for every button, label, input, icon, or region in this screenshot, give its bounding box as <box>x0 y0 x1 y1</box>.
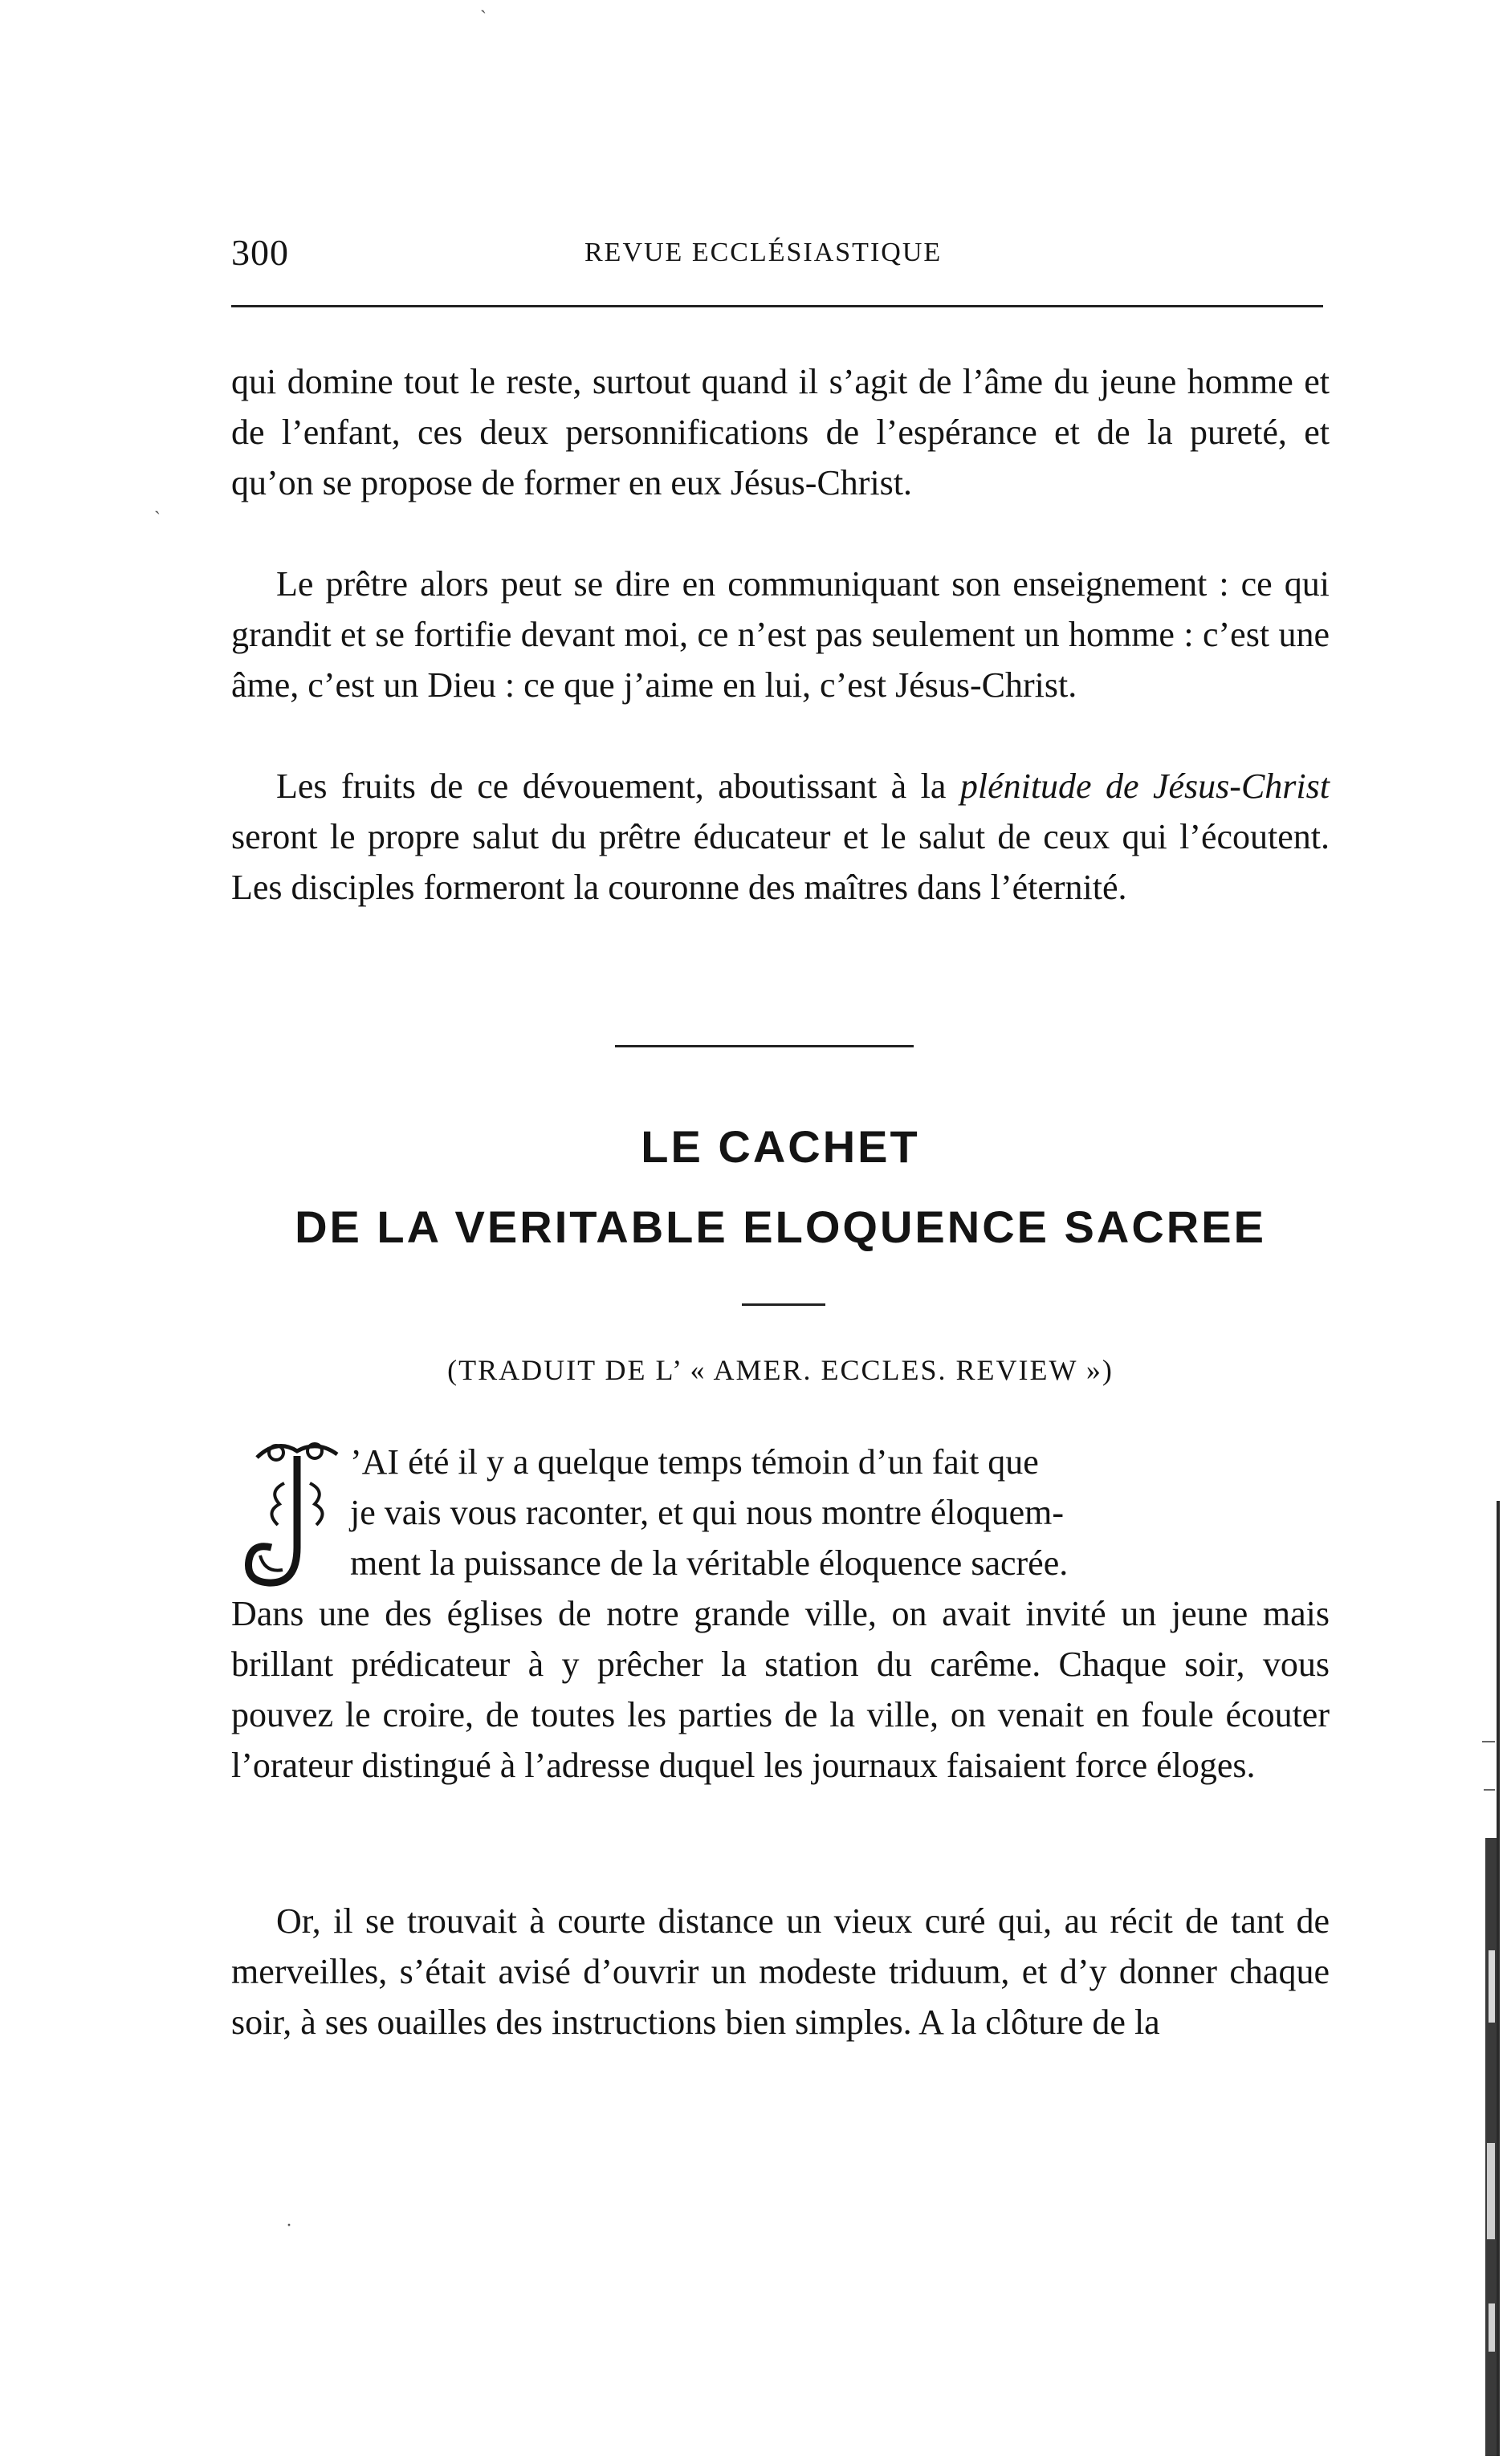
page-edge-texture <box>1479 1501 1503 2456</box>
article-line-3: ment la puissance de la véritable éloquence sacrée. <box>350 1543 1069 1583</box>
article-title-line-1: LE CACHET <box>641 1121 920 1172</box>
article-paragraph-1 <box>231 1437 1330 1791</box>
paragraph-3-after: seront le propre salut du prêtre éducateur et le salut de ceux qui l’écoutent. Les disciples formeront la couronne des maîtres dans l’éternité. <box>231 817 1330 907</box>
paragraph-1: qui domine tout le reste, surtout quand il s’agit de l’âme du jeune homme et de l’enfant, ces deux personnifications de l’espérance et de la pureté, et qu’on se propose de former en eux Jésus-Christ. <box>231 362 1330 502</box>
article-paragraph-1-rest: Dans une des églises de notre grande ville, on avait invité un jeune mais brillant prédicateur à y prêcher la station du carême. Chaque soir, vous pouvez le croire, de toutes les parties de la ville, on venait en foule écouter l’orateur distingué à l’adresse duquel les journaux faisaient force éloges. <box>231 1594 1330 1785</box>
page-number: 300 <box>231 232 289 273</box>
article-paragraph-2: Or, il se trouvait à courte distance un vieux curé qui, au récit de tant de merveilles, s’était avisé d’ouvrir un modeste triduum, et d’y donner chaque soir, à ses ouailles des instructions bien simples. A la clôture de la <box>231 1901 1330 2042</box>
paragraph-2: Le prêtre alors peut se dire en communiquant son enseignement : ce qui grandit et se fortifie devant moi, ce n’est pas seulement un homme : c’est une âme, c’est un Dieu : ce que j’aime en lui, c’est Jésus-Christ. <box>231 564 1330 705</box>
running-head: REVUE ECCLÉSIASTIQUE <box>584 238 943 267</box>
title-rule <box>742 1303 825 1306</box>
article-title-line-2: DE LA VERITABLE ELOQUENCE SACREE <box>295 1202 1266 1252</box>
stray-mark-bottom: · <box>286 2215 292 2236</box>
paragraph-3-before: Les fruits de ce dévouement, aboutissant à la <box>276 766 960 806</box>
stray-mark-top: ˋ <box>480 8 487 29</box>
page-header <box>231 231 1349 279</box>
article-subtitle: (TRADUIT DE L’ « AMER. ECCLES. REVIEW ») <box>447 1354 1114 1386</box>
section-divider <box>615 1045 914 1047</box>
paragraph-3 <box>231 761 1330 913</box>
article-line-1: ’AI été il y a quelque temps témoin d’un fait que <box>350 1442 1039 1482</box>
article-line-2: je vais vous raconter, et qui nous montre éloquem- <box>350 1493 1065 1532</box>
paragraph-3-italic: plénitude de Jésus-Christ <box>959 766 1330 806</box>
stray-mark-margin: ˋ <box>154 509 161 530</box>
header-rule <box>231 305 1323 307</box>
